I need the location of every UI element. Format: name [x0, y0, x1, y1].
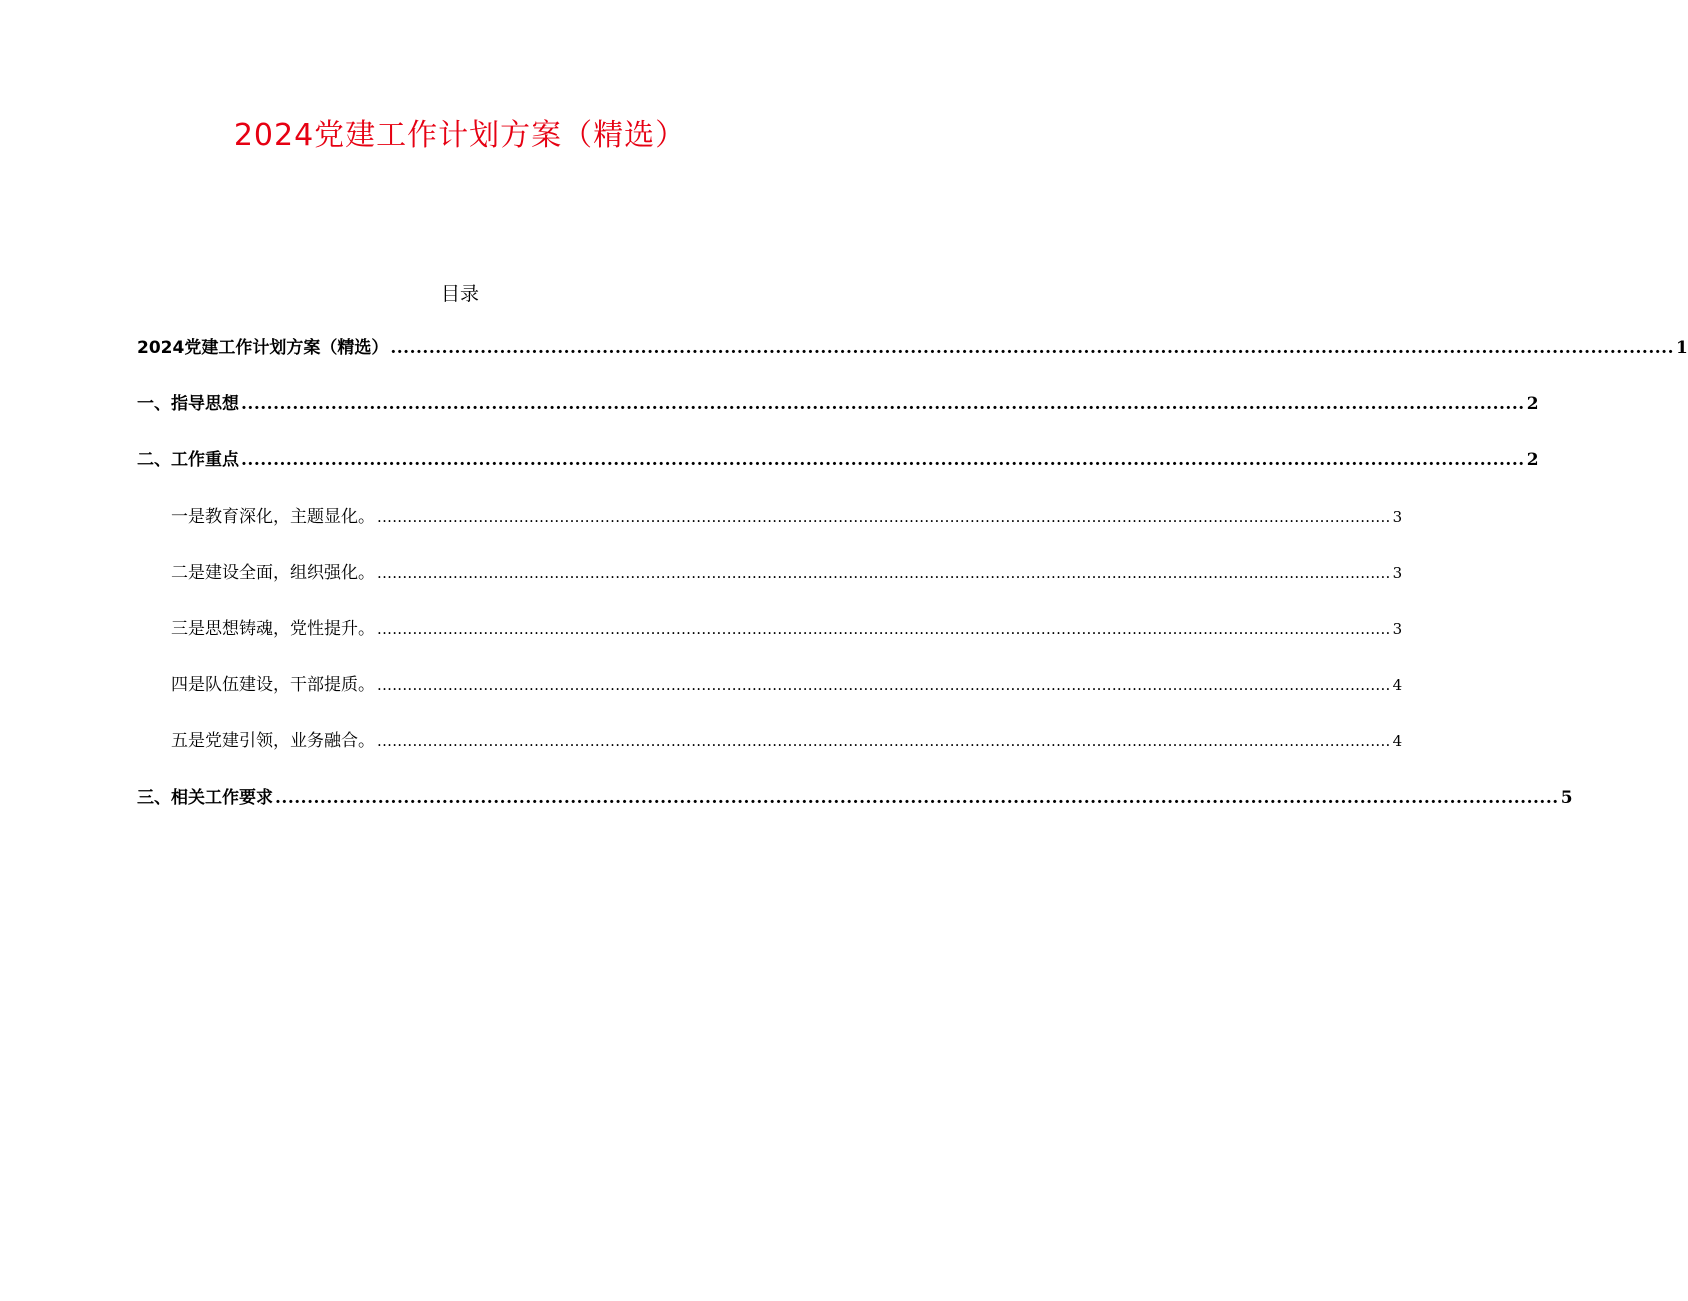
- toc-leader-dots: ........................................................................................................................................................................................................: [241, 450, 1525, 471]
- toc-entry-label: 2024党建工作计划方案（精选）: [137, 338, 389, 358]
- toc-entry-page: 4: [1392, 676, 1403, 695]
- toc-entry-page: 1: [1676, 338, 1688, 358]
- toc-entry-label: 二、工作重点: [137, 450, 239, 471]
- toc-entry-education[interactable]: [137, 503, 1403, 559]
- toc-entry-page: 2: [1526, 394, 1539, 415]
- toc-leader-dots: ........................................................................................................................................................................................................: [377, 619, 1391, 638]
- toc-entry-page: 3: [1392, 563, 1403, 582]
- toc-entry-page: 5: [1560, 787, 1573, 808]
- toc-entry-label: 二是建设全面，组织强化。: [171, 562, 375, 583]
- toc-heading: 目录: [440, 283, 479, 305]
- toc-leader-dots: ........................................................................................................................................................................................................: [241, 394, 1525, 415]
- toc-entry-label: 一是教育深化，主题显化。: [171, 506, 375, 527]
- toc-entry-page: 4: [1392, 732, 1403, 751]
- toc-leader-dots: ........................................................................................................................................................................................................: [377, 563, 1391, 582]
- toc-leader-dots: ........................................................................................................................................................................................................: [275, 787, 1559, 808]
- toc-entry-label: 三是思想铸魂，党性提升。: [171, 618, 375, 639]
- toc-entry-label: 五是党建引领，业务融合。: [171, 731, 375, 752]
- toc-entry-page: 2: [1526, 450, 1539, 471]
- toc-entry-guiding-ideology[interactable]: [137, 390, 1539, 446]
- toc-leader-dots: ........................................................................................................................................................................................................: [377, 507, 1391, 526]
- toc-entry-title[interactable]: [137, 334, 1688, 390]
- document-title: 2024党建工作计划方案（精选）: [233, 118, 687, 153]
- toc-entry-team-building[interactable]: [137, 671, 1403, 727]
- toc-entry-ideology[interactable]: [137, 615, 1403, 671]
- toc-entry-label: 一、指导思想: [137, 394, 239, 415]
- toc-entry-requirements[interactable]: [137, 784, 1573, 840]
- toc-leader-dots: ........................................................................................................................................................................................................: [377, 676, 1391, 695]
- toc-leader-dots: ........................................................................................................................................................................................................: [377, 732, 1391, 751]
- toc-entry-page: 3: [1392, 619, 1403, 638]
- toc-entry-page: 3: [1392, 507, 1403, 526]
- toc-entry-business-integration[interactable]: [137, 727, 1403, 783]
- toc-entry-label: 三、相关工作要求: [137, 787, 273, 808]
- toc-entry-work-focus[interactable]: [137, 446, 1539, 502]
- table-of-contents: [137, 334, 1688, 840]
- toc-leader-dots: ........................................................................................................................................................................................................: [390, 338, 1675, 358]
- toc-entry-label: 四是队伍建设，干部提质。: [171, 675, 375, 696]
- toc-entry-organization[interactable]: [137, 559, 1403, 615]
